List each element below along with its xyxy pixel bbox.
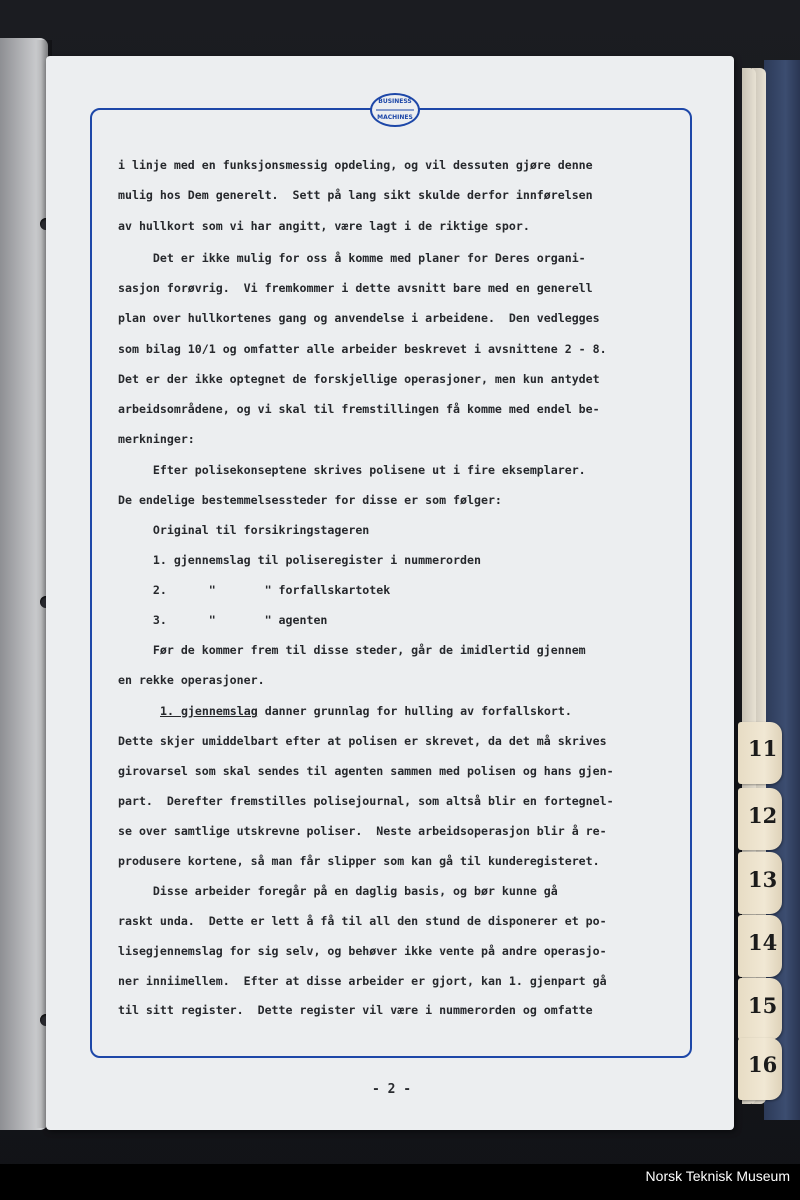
body-line: Disse arbeider foregår på en daglig basis, og bør kunne gå (118, 884, 558, 898)
body-line-text: danner grunnlag for hulling av forfallskort. (264, 704, 572, 718)
body-line: 2. " " forfallskartotek (118, 583, 391, 597)
business-machines-logo (370, 93, 420, 127)
body-line: som bilag 10/1 og omfatter alle arbeider beskrevet i avsnittene 2 - 8. (118, 342, 607, 356)
index-tab-label: 13 (748, 867, 778, 892)
underlined-heading: 1. gjennemslag (160, 704, 258, 718)
body-line: sasjon forøvrig. Vi fremkommer i dette avsnitt bare med en generell (118, 281, 593, 295)
index-tab-label: 11 (748, 736, 778, 761)
body-line: Original til forsikringstageren (118, 523, 370, 537)
body-line: av hullkort som vi har angitt, være lagt i de riktige spor. (118, 219, 530, 233)
body-line: girovarsel som skal sendes til agenten sammen med polisen og hans gjen- (118, 764, 614, 778)
body-line: lisegjennemslag for sig selv, og behøver ikke vente på andre operasjo- (118, 944, 607, 958)
index-tab-label: 12 (748, 803, 778, 828)
body-line: produsere kortene, så man får slipper som kan gå til kunderegisteret. (118, 854, 600, 868)
logo-bottom-text: MACHINES (377, 114, 413, 121)
index-tab-label: 15 (748, 993, 778, 1018)
body-line: mulig hos Dem generelt. Sett på lang sikt skulde derfor innførelsen (118, 188, 593, 202)
body-line: en rekke operasjoner. (118, 673, 265, 687)
museum-caption: Norsk Teknisk Museum (645, 1168, 790, 1184)
body-line (118, 703, 572, 719)
body-line: 1. gjennemslag til poliseregister i nummerorden (118, 553, 481, 567)
body-line: arbeidsområdene, og vi skal til fremstillingen få komme med endel be- (118, 402, 600, 416)
body-line: 3. " " agenten (118, 613, 328, 627)
body-line: Det er der ikke optegnet de forskjellige operasjoner, men kun antydet (118, 372, 600, 386)
body-line: i linje med en funksjonsmessig opdeling, og vil dessuten gjøre denne (118, 158, 593, 172)
body-line: Før de kommer frem til disse steder, går de imidlertid gjennem (118, 643, 586, 657)
body-line: Det er ikke mulig for oss å komme med planer for Deres organi- (118, 251, 586, 265)
body-line: merkninger: (118, 432, 195, 446)
body-line: part. Derefter fremstilles polisejournal, som altså blir en fortegnel- (118, 794, 614, 808)
index-tab-label: 16 (748, 1052, 778, 1077)
body-line: Efter polisekonseptene skrives polisene ut i fire eksemplarer. (118, 463, 586, 477)
body-line: se over samtlige utskrevne poliser. Neste arbeidsoperasjon blir å re- (118, 824, 607, 838)
page-number: - 2 - (372, 1082, 412, 1097)
body-line: De endelige bestemmelsessteder for disse er som følger: (118, 493, 502, 507)
body-line: ner inniimellem. Efter at disse arbeider er gjort, kan 1. gjenpart gå (118, 974, 607, 988)
body-line: plan over hullkortenes gang og anvendelse i arbeidene. Den vedlegges (118, 311, 600, 325)
logo-top-text: BUSINESS (378, 98, 412, 105)
body-line: raskt unda. Dette er lett å få til all den stund de disponerer et po- (118, 914, 607, 928)
body-line: Dette skjer umiddelbart efter at polisen er skrevet, da det må skrives (118, 734, 607, 748)
index-tab-label: 14 (748, 930, 778, 955)
body-line: til sitt register. Dette register vil være i nummerorden og omfatte (118, 1003, 593, 1017)
